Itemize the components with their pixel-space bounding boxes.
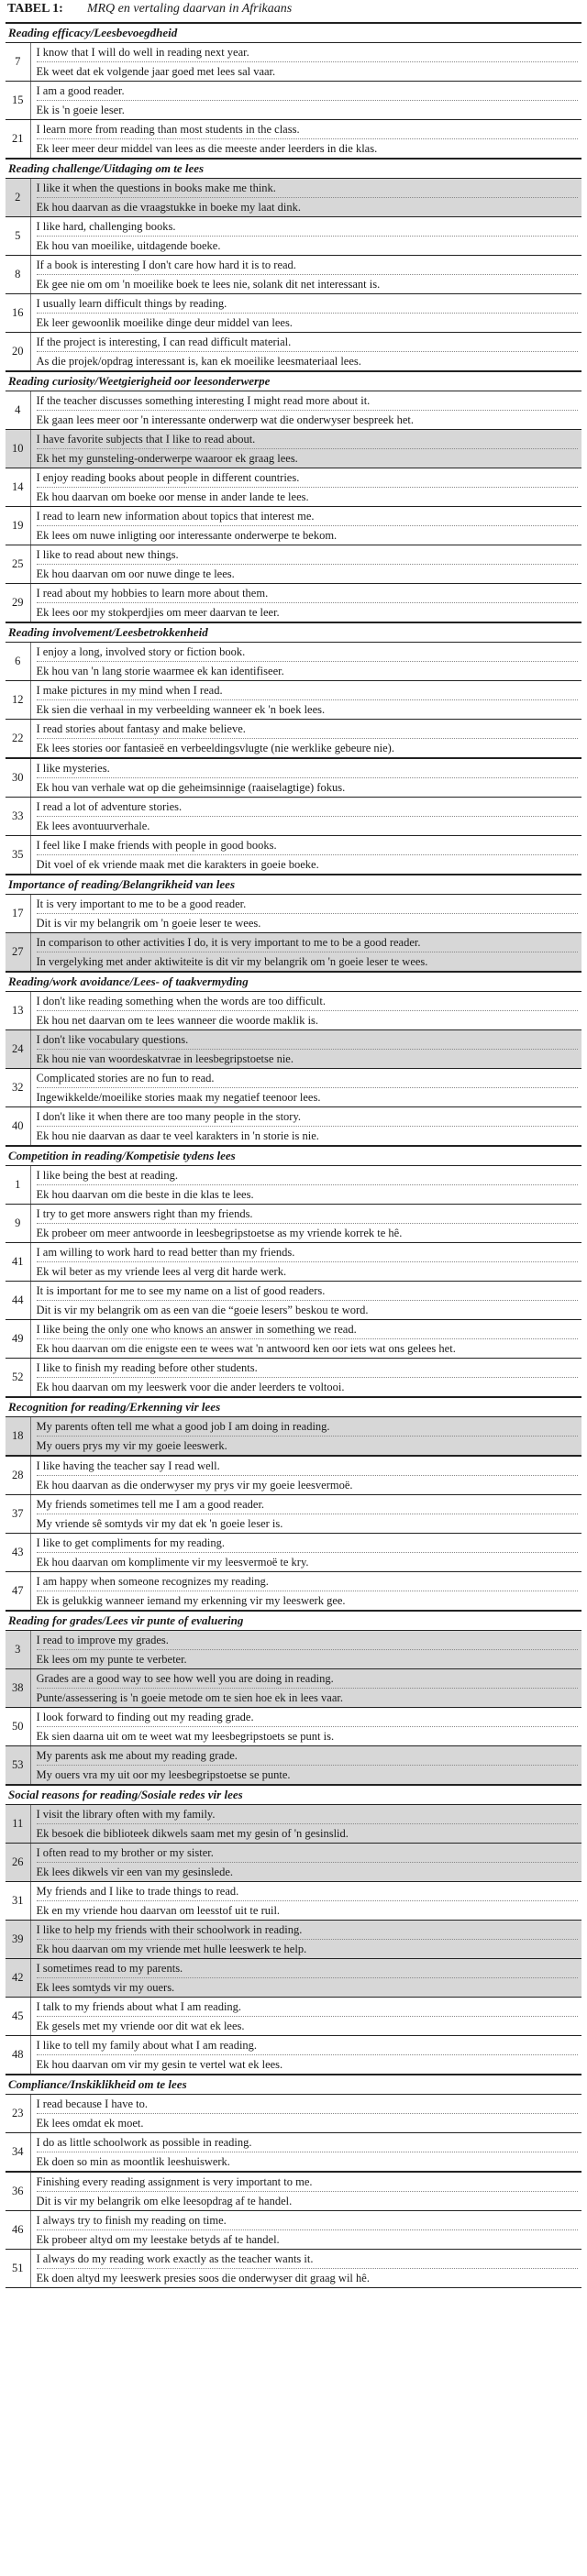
item-text (30, 1669, 581, 1708)
item-english: I enjoy a long, involved story or fiction book. (37, 643, 579, 662)
item-number: 4 (6, 391, 30, 430)
item-english: If the project is interesting, I can read difficult material. (37, 333, 579, 352)
table-row (6, 1746, 581, 1786)
item-text (30, 1282, 581, 1320)
item-text (30, 836, 581, 875)
item-number: 45 (6, 1998, 30, 2036)
item-english: I read about my hobbies to learn more about them. (37, 584, 579, 603)
item-text (30, 1805, 581, 1844)
item-text (30, 895, 581, 933)
item-afrikaans: Ek hou van moeilike, uitdagende boeke. (36, 239, 221, 252)
section-title: Reading efficacy/Leesbevoegdheid (6, 23, 581, 43)
item-afrikaans: Ek hou daarvan as die onderwyser my prys vir my goeie leesvermoë. (36, 1479, 353, 1492)
item-text (30, 507, 581, 545)
section-title: Compliance/Inskiklikheid om te lees (6, 2075, 581, 2095)
item-text (30, 1534, 581, 1572)
item-afrikaans: Ek het my gunsteling-onderwerpe waaroor ek graag lees. (36, 452, 298, 465)
table-row (6, 1844, 581, 1882)
table-row (6, 507, 581, 545)
item-number: 46 (6, 2211, 30, 2250)
item-afrikaans: My ouers vra my uit oor my leesbegripstoetse se punte. (36, 1768, 291, 1781)
table-row (6, 1166, 581, 1205)
item-english: I sometimes read to my parents. (37, 1959, 579, 1978)
item-text (30, 1417, 581, 1457)
section-title: Competition in reading/Kompetisie tydens lees (6, 1146, 581, 1166)
item-afrikaans: Ek hou daarvan om my vriende met hulle leeswerk te help. (36, 1943, 307, 1955)
item-english: Grades are a good way to see how well you are doing in reading. (37, 1669, 579, 1689)
item-afrikaans: Ek lees dikwels vir een van my gesinslede. (36, 1866, 234, 1878)
item-text (30, 681, 581, 720)
item-english: I visit the library often with my family. (37, 1805, 579, 1824)
table-row (6, 1243, 581, 1282)
item-text (30, 1359, 581, 1398)
item-number: 15 (6, 82, 30, 120)
item-number: 43 (6, 1534, 30, 1572)
item-english: I like it when the questions in books make me think. (37, 179, 579, 198)
table-row (6, 391, 581, 430)
item-text (30, 217, 581, 256)
item-number: 35 (6, 836, 30, 875)
item-number: 8 (6, 256, 30, 294)
item-english: I look forward to finding out my reading grade. (37, 1708, 579, 1727)
item-english: It is important for me to see my name on a list of good readers. (37, 1282, 579, 1301)
item-afrikaans: Ek hou daarvan om die beste in die klas te lees. (36, 1188, 254, 1201)
table-row (6, 992, 581, 1030)
item-afrikaans: Ek hou nie van woordeskatvrae in leesbegripstoetse nie. (36, 1052, 294, 1065)
item-english: I like having the teacher say I read well. (37, 1457, 579, 1476)
table-row (6, 2172, 581, 2211)
item-afrikaans: Ek lees om my punte te verbeter. (36, 1653, 187, 1666)
item-number: 10 (6, 430, 30, 468)
table-row (6, 1282, 581, 1320)
item-afrikaans: Ek gaan lees meer oor 'n interessante onderwerp wat die onderwyser bespreek het. (36, 413, 414, 426)
item-text (30, 1844, 581, 1882)
item-number: 12 (6, 681, 30, 720)
item-number: 21 (6, 120, 30, 160)
table-row (6, 720, 581, 759)
item-afrikaans: Ek lees oor my stokperdjies om meer daarvan te leer. (36, 606, 280, 619)
item-afrikaans: Ek probeer altyd om my leestake betyds af te handel. (36, 2233, 280, 2246)
item-number: 28 (6, 1456, 30, 1495)
section-title: Reading challenge/Uitdaging om te lees (6, 159, 581, 179)
item-text (30, 1205, 581, 1243)
section-title: Recognition for reading/Erkenning vir lees (6, 1397, 581, 1417)
item-number: 31 (6, 1882, 30, 1921)
item-text (30, 120, 581, 160)
table-caption (6, 0, 581, 18)
item-text (30, 1998, 581, 2036)
table-row (6, 1456, 581, 1495)
item-afrikaans: Ek lees somtyds vir my ouers. (36, 1981, 175, 1994)
item-text (30, 1320, 581, 1359)
item-afrikaans: Ek lees om nuwe inligting oor interessante onderwerpe te bekom. (36, 529, 338, 542)
section-header (6, 622, 581, 643)
item-number: 34 (6, 2133, 30, 2173)
item-number: 49 (6, 1320, 30, 1359)
item-text (30, 1107, 581, 1147)
table-row (6, 2250, 581, 2288)
item-english: My friends sometimes tell me I am a good reader. (37, 1495, 579, 1514)
item-afrikaans: Ek hou daarvan as die vraagstukke in boeke my laat dink. (36, 201, 301, 214)
item-text (30, 1243, 581, 1282)
table-row (6, 294, 581, 333)
table-row (6, 1882, 581, 1921)
table-row (6, 1534, 581, 1572)
item-afrikaans: Ek hou daarvan om oor nuwe dinge te lees. (36, 567, 235, 580)
item-number: 3 (6, 1631, 30, 1669)
item-english: I like mysteries. (37, 759, 579, 778)
item-afrikaans: Dit is vir my belangrik om elke leesopdrag af te handel. (36, 2195, 293, 2207)
item-text (30, 1959, 581, 1998)
item-number: 36 (6, 2172, 30, 2211)
item-number: 41 (6, 1243, 30, 1282)
item-english: I don't like it when there are too many people in the story. (37, 1107, 579, 1127)
table-title: MRQ en vertaling daarvan in Afrikaans (86, 2, 293, 16)
item-english: I like to finish my reading before other students. (37, 1359, 579, 1378)
table-row (6, 643, 581, 681)
table-row (6, 1669, 581, 1708)
item-english: I usually learn difficult things by reading. (37, 294, 579, 314)
table-row (6, 681, 581, 720)
item-number: 37 (6, 1495, 30, 1534)
item-english: In comparison to other activities I do, it is very important to me to be a good reader. (37, 933, 579, 952)
table-label: TABEL 1: (7, 2, 63, 16)
section-header (6, 23, 581, 43)
item-text (30, 1631, 581, 1669)
item-text (30, 1166, 581, 1205)
table-row (6, 1921, 581, 1959)
table-row (6, 895, 581, 933)
table-row (6, 798, 581, 836)
mrq-table (6, 22, 581, 2288)
item-text (30, 2036, 581, 2075)
section-title: Reading for grades/Lees vir punte of evaluering (6, 1611, 581, 1631)
item-afrikaans: Ek hou daarvan om boeke oor mense in ander lande te lees. (36, 490, 309, 503)
item-number: 25 (6, 545, 30, 584)
item-english: I read to improve my grades. (37, 1631, 579, 1650)
item-english: If a book is interesting I don't care how hard it is to read. (37, 256, 579, 275)
item-text (30, 333, 581, 372)
item-afrikaans: Ek hou daarvan om my leeswerk voor die ander leerders te voltooi. (36, 1381, 345, 1393)
item-afrikaans: Ek sien daarna uit om te weet wat my leesbegripstoets se punt is. (36, 1730, 335, 1743)
item-afrikaans: Ek probeer om meer antwoorde in leesbegripstoetse as my vriende korrek te hê. (36, 1227, 403, 1239)
item-afrikaans: Ek lees omdat ek moet. (36, 2117, 144, 2130)
item-number: 50 (6, 1708, 30, 1746)
item-text (30, 2211, 581, 2250)
item-afrikaans: Ek gee nie om om 'n moeilike boek te lees nie, solank dit net interessant is. (36, 278, 381, 291)
table-row (6, 545, 581, 584)
item-english: I do as little schoolwork as possible in reading. (37, 2133, 579, 2152)
item-english: If the teacher discusses something interesting I might read more about it. (37, 391, 579, 411)
item-number: 20 (6, 333, 30, 372)
item-text (30, 2095, 581, 2133)
item-number: 26 (6, 1844, 30, 1882)
item-english: I often read to my brother or my sister. (37, 1844, 579, 1863)
item-afrikaans: In vergelyking met ander aktiwiteite is dit vir my belangrik om 'n goeie leser te wees. (36, 955, 428, 968)
item-afrikaans: Ek leer gewoonlik moeilike dinge deur middel van lees. (36, 316, 293, 329)
item-afrikaans: Ek hou net daarvan om te lees wanneer die woorde maklik is. (36, 1014, 319, 1027)
table-row (6, 1069, 581, 1107)
item-text (30, 468, 581, 507)
item-text (30, 584, 581, 623)
item-text (30, 179, 581, 217)
item-english: I like hard, challenging books. (37, 217, 579, 237)
table-row (6, 179, 581, 217)
item-number: 52 (6, 1359, 30, 1398)
item-english: I learn more from reading than most students in the class. (37, 120, 579, 139)
table-row (6, 2036, 581, 2075)
item-text (30, 1069, 581, 1107)
item-english: I like to get compliments for my reading. (37, 1534, 579, 1553)
table-row (6, 1320, 581, 1359)
item-afrikaans: My ouers prys my vir my goeie leeswerk. (36, 1439, 227, 1452)
item-text (30, 43, 581, 82)
item-english: I like to read about new things. (37, 545, 579, 565)
item-number: 38 (6, 1669, 30, 1708)
table-row (6, 256, 581, 294)
item-english: I always try to finish my reading on time. (37, 2211, 579, 2230)
item-afrikaans: Ek gesels met my vriende oor dit wat ek lees. (36, 2020, 245, 2032)
item-number: 13 (6, 992, 30, 1030)
item-english: I like to help my friends with their schoolwork in reading. (37, 1921, 579, 1940)
item-number: 22 (6, 720, 30, 759)
table-row (6, 933, 581, 973)
item-afrikaans: Ingewikkelde/moeilike stories maak my negatief teenoor lees. (36, 1091, 321, 1104)
item-afrikaans: Dit is vir my belangrik om 'n goeie leser te wees. (36, 917, 261, 930)
item-afrikaans: Ek lees stories oor fantasieë en verbeeldingsvlugte (nie werklike gebeure nie). (36, 742, 394, 754)
item-afrikaans: Punte/assessering is 'n goeie metode om te sien hoe ek in lees vaar. (36, 1691, 343, 1704)
item-number: 30 (6, 758, 30, 798)
table-row (6, 82, 581, 120)
item-text (30, 1572, 581, 1612)
table-row (6, 217, 581, 256)
item-number: 42 (6, 1959, 30, 1998)
table-row (6, 2133, 581, 2173)
item-number: 18 (6, 1417, 30, 1457)
table-row (6, 1572, 581, 1612)
table-row (6, 584, 581, 623)
item-afrikaans: Dit is vir my belangrik om as een van die “goeie lesers” beskou te word. (36, 1304, 369, 1316)
item-number: 7 (6, 43, 30, 82)
item-number: 44 (6, 1282, 30, 1320)
item-number: 27 (6, 933, 30, 973)
item-english: Complicated stories are no fun to read. (37, 1069, 579, 1088)
item-afrikaans: Ek sien die verhaal in my verbeelding wanneer ek 'n boek lees. (36, 703, 326, 716)
item-english: I like being the only one who knows an answer in something we read. (37, 1320, 579, 1339)
table-row (6, 1495, 581, 1534)
item-text (30, 1030, 581, 1069)
item-text (30, 643, 581, 681)
section-title: Reading curiosity/Weetgierigheid oor leesonderwerpe (6, 371, 581, 391)
item-text (30, 1495, 581, 1534)
item-text (30, 1882, 581, 1921)
item-english: I know that I will do well in reading next year. (37, 43, 579, 62)
table-row (6, 333, 581, 372)
item-number: 51 (6, 2250, 30, 2288)
item-afrikaans: Dit voel of ek vriende maak met die karakters in goeie boeke. (36, 858, 319, 871)
item-number: 39 (6, 1921, 30, 1959)
item-text (30, 798, 581, 836)
section-header (6, 1611, 581, 1631)
item-english: It is very important to me to be a good reader. (37, 895, 579, 914)
item-text (30, 82, 581, 120)
section-header (6, 1785, 581, 1805)
section-header (6, 972, 581, 992)
item-afrikaans: Ek hou van verhale wat op die geheimsinnige (raaiselagtige) fokus. (36, 781, 346, 794)
section-title: Reading involvement/Leesbetrokkenheid (6, 622, 581, 643)
item-english: My friends and I like to trade things to read. (37, 1882, 579, 1901)
section-title: Importance of reading/Belangrikheid van lees (6, 875, 581, 895)
item-number: 40 (6, 1107, 30, 1147)
table-row (6, 1631, 581, 1669)
item-english: I am willing to work hard to read better than my friends. (37, 1243, 579, 1262)
item-english: I feel like I make friends with people in good books. (37, 836, 579, 855)
item-english: I read because I have to. (37, 2095, 579, 2114)
item-number: 16 (6, 294, 30, 333)
table-row (6, 43, 581, 82)
item-text (30, 992, 581, 1030)
item-english: I read stories about fantasy and make believe. (37, 720, 579, 739)
item-text (30, 1456, 581, 1495)
item-afrikaans: Ek is gelukkig wanneer iemand my erkenning vir my leeswerk gee. (36, 1594, 346, 1607)
item-english: I try to get more answers right than my friends. (37, 1205, 579, 1224)
item-text (30, 1921, 581, 1959)
item-english: I like to tell my family about what I am reading. (37, 2036, 579, 2055)
item-afrikaans: Ek lees avontuurverhale. (36, 820, 150, 832)
item-text (30, 391, 581, 430)
item-english: I enjoy reading books about people in different countries. (37, 468, 579, 488)
item-text (30, 933, 581, 973)
item-number: 48 (6, 2036, 30, 2075)
table-row (6, 2095, 581, 2133)
table-row (6, 1998, 581, 2036)
item-english: I like being the best at reading. (37, 1166, 579, 1185)
item-afrikaans: Ek besoek die biblioteek dikwels saam met my gesin of 'n gesinslid. (36, 1827, 349, 1840)
item-number: 11 (6, 1805, 30, 1844)
item-number: 33 (6, 798, 30, 836)
item-number: 9 (6, 1205, 30, 1243)
item-english: I always do my reading work exactly as the teacher wants it. (37, 2250, 579, 2269)
item-number: 47 (6, 1572, 30, 1612)
item-number: 53 (6, 1746, 30, 1786)
item-number: 17 (6, 895, 30, 933)
item-english: I make pictures in my mind when I read. (37, 681, 579, 700)
item-afrikaans: Ek leer meer deur middel van lees as die meeste ander leerders in die klas. (36, 142, 378, 155)
item-afrikaans: Ek doen altyd my leeswerk presies soos die onderwyser dit graag wil hê. (36, 2272, 370, 2284)
item-number: 1 (6, 1166, 30, 1205)
item-english: I have favorite subjects that I like to read about. (37, 430, 579, 449)
item-number: 23 (6, 2095, 30, 2133)
item-english: I read a lot of adventure stories. (37, 798, 579, 817)
section-header (6, 159, 581, 179)
item-english: I read to learn new information about topics that interest me. (37, 507, 579, 526)
table-row (6, 758, 581, 798)
item-text (30, 294, 581, 333)
item-afrikaans: Ek wil beter as my vriende lees al verg dit harde werk. (36, 1265, 287, 1278)
item-number: 29 (6, 584, 30, 623)
item-text (30, 430, 581, 468)
item-text (30, 545, 581, 584)
table-row (6, 468, 581, 507)
item-text (30, 2133, 581, 2173)
section-title: Reading/work avoidance/Lees- of taakvermyding (6, 972, 581, 992)
item-text (30, 2172, 581, 2211)
table-row (6, 1417, 581, 1457)
item-number: 2 (6, 179, 30, 217)
item-text (30, 720, 581, 759)
table-row (6, 120, 581, 160)
item-text (30, 758, 581, 798)
item-afrikaans: Ek hou daarvan om vir my gesin te vertel wat ek lees. (36, 2058, 283, 2071)
item-number: 14 (6, 468, 30, 507)
table-row (6, 1708, 581, 1746)
table-row (6, 2211, 581, 2250)
item-afrikaans: Ek weet dat ek volgende jaar goed met lees sal vaar. (36, 65, 276, 78)
item-number: 19 (6, 507, 30, 545)
section-header (6, 1397, 581, 1417)
item-afrikaans: My vriende sê somtyds vir my dat ek 'n goeie leser is. (36, 1517, 283, 1530)
item-afrikaans: Ek hou van 'n lang storie waarmee ek kan identifiseer. (36, 665, 284, 677)
item-text (30, 1746, 581, 1786)
section-header (6, 2075, 581, 2095)
section-header (6, 875, 581, 895)
item-afrikaans: Ek en my vriende hou daarvan om leesstof uit te ruil. (36, 1904, 281, 1917)
item-text (30, 1708, 581, 1746)
item-text (30, 2250, 581, 2288)
item-english: I talk to my friends about what I am reading. (37, 1998, 579, 2017)
section-header (6, 371, 581, 391)
item-number: 5 (6, 217, 30, 256)
item-english: I am a good reader. (37, 82, 579, 101)
item-afrikaans: Ek hou daarvan om die enigste een te wees wat 'n antwoord ken oor iets wat ons gelees het. (36, 1342, 456, 1355)
table-row (6, 1959, 581, 1998)
section-title: Social reasons for reading/Sosiale redes vir lees (6, 1785, 581, 1805)
section-header (6, 1146, 581, 1166)
item-number: 24 (6, 1030, 30, 1069)
item-english: My parents ask me about my reading grade. (37, 1746, 579, 1766)
table-row (6, 836, 581, 875)
item-afrikaans: As die projek/opdrag interessant is, kan ek moeilike leesmateriaal lees. (36, 355, 361, 368)
item-english: My parents often tell me what a good job I am doing in reading. (37, 1417, 579, 1437)
table-row (6, 1805, 581, 1844)
table-row (6, 1030, 581, 1069)
item-afrikaans: Ek doen so min as moontlik leeshuiswerk. (36, 2155, 230, 2168)
table-row (6, 1359, 581, 1398)
item-afrikaans: Ek is 'n goeie leser. (36, 104, 125, 116)
item-text (30, 256, 581, 294)
item-english: I am happy when someone recognizes my reading. (37, 1572, 579, 1591)
item-english: I don't like reading something when the words are too difficult. (37, 992, 579, 1011)
item-afrikaans: Ek hou daarvan om komplimente vir my leesvermoë te kry. (36, 1556, 309, 1569)
item-number: 32 (6, 1069, 30, 1107)
table-row (6, 1107, 581, 1147)
item-english: I don't like vocabulary questions. (37, 1030, 579, 1050)
table-row (6, 430, 581, 468)
item-number: 6 (6, 643, 30, 681)
item-english: Finishing every reading assignment is very important to me. (37, 2173, 579, 2192)
item-afrikaans: Ek hou nie daarvan as daar te veel karakters in 'n storie is nie. (36, 1129, 319, 1142)
table-row (6, 1205, 581, 1243)
